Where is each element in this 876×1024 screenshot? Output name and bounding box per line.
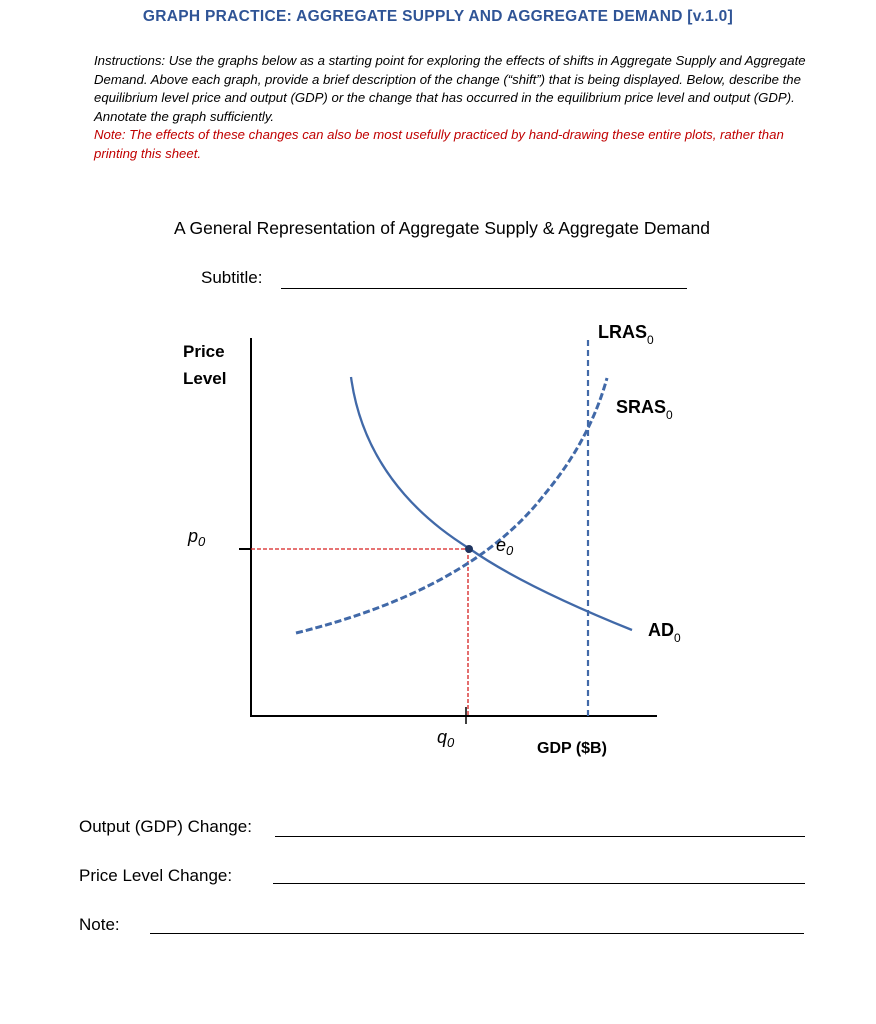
price-change-line[interactable] — [273, 883, 805, 884]
p0-label: $p_0$ — [188, 526, 206, 549]
note-label: Note: — [79, 915, 120, 934]
q0-label: $q_0$ — [437, 727, 455, 750]
x-axis-label: GDP ($B) — [537, 740, 607, 757]
price-change-label: Price Level Change: — [79, 866, 233, 885]
graph-title: A General Representation of Aggregate Supply & Aggregate Demand — [173, 218, 711, 238]
y-axis-label-line2: Level — [183, 369, 227, 388]
page-title: GRAPH PRACTICE: AGGREGATE SUPPLY AND AGGREGATE DEMAND [v.1.0] — [142, 8, 734, 25]
instructions-note: Note: The effects of these changes can also be most usefully practiced by hand-drawing these entire plots, rather than printing this sheet. — [94, 127, 784, 161]
instructions-text: Instructions: Use the graphs below as a starting point for exploring the effects of shifts in Aggregate Supply and Aggregate Demand. Above each graph, provide a brief description of the change (“shift”) that is being displayed. Below, describe the equilibrium level price and output (GDP) or the change that has occurred in the equilibrium price level and output (GDP). Annotate the graph sufficiently. — [94, 53, 806, 124]
output-change-label: Output (GDP) Change: — [79, 817, 252, 836]
sras-curve — [296, 378, 607, 633]
equilibrium-point — [465, 545, 473, 553]
e0-label: $e_0$ — [496, 535, 514, 558]
ad-curve — [351, 377, 632, 630]
lras-label: $LRAS_0$ — [598, 322, 654, 347]
sras-label: $SRAS_0$ — [616, 397, 673, 422]
output-change-line[interactable] — [275, 836, 805, 837]
subtitle-label: Subtitle: — [201, 268, 263, 287]
note-line[interactable] — [150, 933, 804, 934]
ad-label: $AD_0$ — [648, 620, 681, 645]
y-axis-label-line1: Price — [183, 342, 225, 361]
